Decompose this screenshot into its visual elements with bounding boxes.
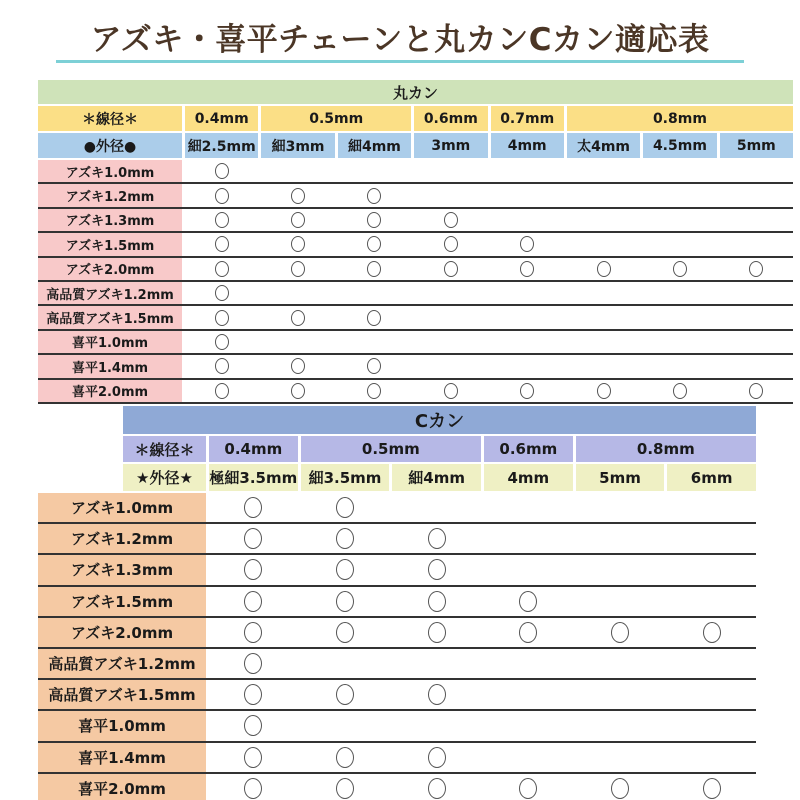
row-label: 高品質アズキ1.2mm bbox=[38, 649, 206, 678]
mark-cell bbox=[576, 711, 665, 740]
marukan-wire-0.4mm: 0.4mm bbox=[185, 106, 258, 131]
compatible-circle-icon bbox=[749, 383, 763, 399]
mark-cell bbox=[720, 331, 793, 353]
mark-cell bbox=[209, 743, 298, 772]
mark-cell bbox=[720, 355, 793, 377]
compatible-circle-icon bbox=[444, 236, 458, 252]
row-label: 喜平2.0mm bbox=[38, 774, 206, 800]
mark-cell bbox=[643, 282, 716, 304]
mark-cell bbox=[667, 587, 756, 616]
mark-cell bbox=[484, 493, 573, 522]
compatible-circle-icon bbox=[336, 497, 354, 518]
mark-cell bbox=[209, 618, 298, 647]
compatible-circle-icon bbox=[428, 622, 446, 643]
mark-cell bbox=[301, 649, 390, 678]
row-label: 喜平1.4mm bbox=[38, 355, 182, 377]
marukan-row-喜平1.4mm bbox=[38, 355, 793, 379]
mark-cell bbox=[209, 680, 298, 709]
compatible-circle-icon bbox=[611, 778, 629, 799]
mark-cell bbox=[576, 774, 665, 800]
mark-cell bbox=[209, 555, 298, 584]
mark-cell bbox=[209, 524, 298, 553]
mark-cell bbox=[261, 355, 334, 377]
mark-cell bbox=[301, 555, 390, 584]
mark-cell bbox=[338, 380, 411, 402]
mark-cell bbox=[720, 282, 793, 304]
mark-cell bbox=[576, 493, 665, 522]
mark-cell bbox=[301, 743, 390, 772]
row-label: アズキ1.5mm bbox=[38, 233, 182, 255]
ckan-title-band: Cカン bbox=[123, 406, 756, 434]
mark-cell bbox=[414, 184, 487, 206]
mark-cell bbox=[720, 258, 793, 280]
marukan-row-アズキ1.0mm bbox=[38, 160, 793, 184]
mark-cell bbox=[185, 233, 258, 255]
compatible-circle-icon bbox=[519, 622, 537, 643]
mark-cell bbox=[491, 282, 564, 304]
ckan-od-極細3.5mm: 極細3.5mm bbox=[209, 464, 298, 491]
ckan-row-アズキ2.0mm bbox=[38, 618, 756, 649]
mark-cell bbox=[301, 711, 390, 740]
marukan-od-label: ●外径● bbox=[38, 133, 182, 158]
mark-cell bbox=[484, 743, 573, 772]
mark-cell bbox=[392, 774, 481, 800]
compatible-circle-icon bbox=[336, 778, 354, 799]
compatible-circle-icon bbox=[244, 497, 262, 518]
ckan-wire-0.8mm: 0.8mm bbox=[576, 436, 756, 462]
row-label: 喜平2.0mm bbox=[38, 380, 182, 402]
compatible-circle-icon bbox=[215, 163, 229, 179]
compatible-circle-icon bbox=[336, 684, 354, 705]
mark-cell bbox=[567, 306, 640, 328]
compatible-circle-icon bbox=[244, 715, 262, 736]
mark-cell bbox=[491, 184, 564, 206]
ckan-row-喜平1.0mm bbox=[38, 711, 756, 742]
mark-cell bbox=[185, 209, 258, 231]
compatible-circle-icon bbox=[215, 236, 229, 252]
mark-cell bbox=[261, 160, 334, 182]
mark-cell bbox=[667, 711, 756, 740]
mark-cell bbox=[720, 160, 793, 182]
mark-cell bbox=[185, 258, 258, 280]
mark-cell bbox=[392, 649, 481, 678]
mark-cell bbox=[484, 524, 573, 553]
compatible-circle-icon bbox=[244, 684, 262, 705]
mark-cell bbox=[484, 774, 573, 800]
mark-cell bbox=[185, 282, 258, 304]
ckan-wire-0.6mm: 0.6mm bbox=[484, 436, 573, 462]
compatible-circle-icon bbox=[215, 188, 229, 204]
mark-cell bbox=[338, 233, 411, 255]
ckan-row-喜平1.4mm bbox=[38, 743, 756, 774]
row-label: 喜平1.0mm bbox=[38, 711, 206, 740]
compatible-circle-icon bbox=[428, 528, 446, 549]
compatible-circle-icon bbox=[444, 212, 458, 228]
row-label: アズキ1.5mm bbox=[38, 587, 206, 616]
marukan-row-アズキ1.3mm bbox=[38, 209, 793, 233]
mark-cell bbox=[414, 258, 487, 280]
compatible-circle-icon bbox=[444, 261, 458, 277]
mark-cell bbox=[491, 331, 564, 353]
row-label: 高品質アズキ1.5mm bbox=[38, 306, 182, 328]
mark-cell bbox=[667, 618, 756, 647]
compatible-circle-icon bbox=[244, 778, 262, 799]
marukan-row-アズキ2.0mm bbox=[38, 258, 793, 282]
mark-cell bbox=[261, 258, 334, 280]
mark-cell bbox=[567, 160, 640, 182]
row-label: 喜平1.0mm bbox=[38, 331, 182, 353]
mark-cell bbox=[338, 258, 411, 280]
compatible-circle-icon bbox=[291, 236, 305, 252]
mark-cell bbox=[567, 209, 640, 231]
marukan-od-細2.5mm: 細2.5mm bbox=[185, 133, 258, 158]
compatible-circle-icon bbox=[215, 358, 229, 374]
compatible-circle-icon bbox=[291, 212, 305, 228]
ckan-row-アズキ1.0mm bbox=[38, 493, 756, 524]
mark-cell bbox=[185, 380, 258, 402]
row-label: 高品質アズキ1.2mm bbox=[38, 282, 182, 304]
marukan-title-band: 丸カン bbox=[38, 80, 793, 104]
compatible-circle-icon bbox=[244, 591, 262, 612]
marukan-table bbox=[38, 80, 793, 404]
mark-cell bbox=[392, 618, 481, 647]
mark-cell bbox=[185, 355, 258, 377]
row-label: アズキ1.2mm bbox=[38, 524, 206, 553]
compatible-circle-icon bbox=[215, 334, 229, 350]
ckan-od-label: ★外径★ bbox=[123, 464, 206, 491]
mark-cell bbox=[567, 331, 640, 353]
compatible-circle-icon bbox=[367, 383, 381, 399]
ckan-wire-0.4mm: 0.4mm bbox=[209, 436, 298, 462]
mark-cell bbox=[567, 355, 640, 377]
mark-cell bbox=[491, 209, 564, 231]
ckan-od-4mm: 4mm bbox=[484, 464, 573, 491]
mark-cell bbox=[185, 306, 258, 328]
row-label: アズキ1.0mm bbox=[38, 493, 206, 522]
compatible-circle-icon bbox=[367, 261, 381, 277]
mark-cell bbox=[491, 355, 564, 377]
mark-cell bbox=[414, 380, 487, 402]
marukan-row-喜平1.0mm bbox=[38, 331, 793, 355]
compatible-circle-icon bbox=[336, 528, 354, 549]
ckan-od-5mm: 5mm bbox=[576, 464, 665, 491]
compatible-circle-icon bbox=[428, 684, 446, 705]
ckan-outer-diameter-row bbox=[123, 464, 756, 491]
mark-cell bbox=[491, 160, 564, 182]
mark-cell bbox=[576, 680, 665, 709]
mark-cell bbox=[643, 233, 716, 255]
mark-cell bbox=[643, 258, 716, 280]
mark-cell bbox=[576, 743, 665, 772]
mark-cell bbox=[392, 524, 481, 553]
compatible-circle-icon bbox=[215, 285, 229, 301]
compatible-circle-icon bbox=[291, 310, 305, 326]
ckan-od-細3.5mm: 細3.5mm bbox=[301, 464, 390, 491]
mark-cell bbox=[301, 680, 390, 709]
mark-cell bbox=[185, 160, 258, 182]
mark-cell bbox=[392, 555, 481, 584]
compatible-circle-icon bbox=[244, 528, 262, 549]
compatible-circle-icon bbox=[520, 261, 534, 277]
compatible-circle-icon bbox=[597, 261, 611, 277]
mark-cell bbox=[338, 331, 411, 353]
marukan-od-太4mm: 太4mm bbox=[567, 133, 640, 158]
ckan-od-細4mm: 細4mm bbox=[392, 464, 481, 491]
compatible-circle-icon bbox=[336, 747, 354, 768]
compatible-circle-icon bbox=[428, 559, 446, 580]
mark-cell bbox=[261, 282, 334, 304]
compatible-circle-icon bbox=[520, 383, 534, 399]
compatible-circle-icon bbox=[244, 622, 262, 643]
mark-cell bbox=[491, 306, 564, 328]
mark-cell bbox=[338, 184, 411, 206]
mark-cell bbox=[643, 355, 716, 377]
mark-cell bbox=[491, 233, 564, 255]
mark-cell bbox=[261, 331, 334, 353]
mark-cell bbox=[643, 160, 716, 182]
page-title: アズキ・喜平チェーンと丸カンCカン適応表 bbox=[90, 22, 710, 58]
mark-cell bbox=[643, 184, 716, 206]
compatible-circle-icon bbox=[291, 383, 305, 399]
mark-cell bbox=[261, 233, 334, 255]
row-label: アズキ1.3mm bbox=[38, 209, 182, 231]
row-label: アズキ2.0mm bbox=[38, 618, 206, 647]
mark-cell bbox=[209, 774, 298, 800]
mark-cell bbox=[720, 184, 793, 206]
mark-cell bbox=[667, 524, 756, 553]
mark-cell bbox=[567, 380, 640, 402]
ckan-row-高品質アズキ1.2mm bbox=[38, 649, 756, 680]
marukan-od-細3mm: 細3mm bbox=[261, 133, 334, 158]
compatible-circle-icon bbox=[336, 559, 354, 580]
mark-cell bbox=[643, 209, 716, 231]
mark-cell bbox=[414, 306, 487, 328]
mark-cell bbox=[338, 306, 411, 328]
compatible-circle-icon bbox=[367, 188, 381, 204]
mark-cell bbox=[209, 649, 298, 678]
mark-cell bbox=[720, 233, 793, 255]
mark-cell bbox=[484, 680, 573, 709]
mark-cell bbox=[567, 233, 640, 255]
compatible-circle-icon bbox=[367, 236, 381, 252]
marukan-od-細4mm: 細4mm bbox=[338, 133, 411, 158]
compatible-circle-icon bbox=[520, 236, 534, 252]
compatible-circle-icon bbox=[519, 778, 537, 799]
compatible-circle-icon bbox=[244, 747, 262, 768]
mark-cell bbox=[392, 711, 481, 740]
mark-cell bbox=[484, 711, 573, 740]
mark-cell bbox=[567, 184, 640, 206]
mark-cell bbox=[643, 380, 716, 402]
mark-cell bbox=[667, 774, 756, 800]
row-label: 高品質アズキ1.5mm bbox=[38, 680, 206, 709]
compatible-circle-icon bbox=[428, 747, 446, 768]
mark-cell bbox=[392, 743, 481, 772]
mark-cell bbox=[301, 774, 390, 800]
compatible-circle-icon bbox=[215, 383, 229, 399]
row-label: アズキ1.0mm bbox=[38, 160, 182, 182]
compatible-circle-icon bbox=[703, 778, 721, 799]
title-underline bbox=[56, 60, 744, 63]
mark-cell bbox=[261, 380, 334, 402]
ckan-row-アズキ1.2mm bbox=[38, 524, 756, 555]
mark-cell bbox=[576, 587, 665, 616]
mark-cell bbox=[392, 680, 481, 709]
mark-cell bbox=[261, 306, 334, 328]
compatible-circle-icon bbox=[336, 622, 354, 643]
ckan-row-高品質アズキ1.5mm bbox=[38, 680, 756, 711]
mark-cell bbox=[301, 587, 390, 616]
marukan-wire-0.5mm: 0.5mm bbox=[261, 106, 411, 131]
mark-cell bbox=[491, 258, 564, 280]
marukan-wire-0.8mm: 0.8mm bbox=[567, 106, 793, 131]
row-label: 喜平1.4mm bbox=[38, 743, 206, 772]
mark-cell bbox=[392, 587, 481, 616]
compatible-circle-icon bbox=[291, 358, 305, 374]
compatible-circle-icon bbox=[291, 261, 305, 277]
compatible-circle-icon bbox=[673, 383, 687, 399]
mark-cell bbox=[414, 355, 487, 377]
marukan-row-アズキ1.5mm bbox=[38, 233, 793, 257]
mark-cell bbox=[301, 618, 390, 647]
mark-cell bbox=[484, 587, 573, 616]
ckan-wire-0.5mm: 0.5mm bbox=[301, 436, 481, 462]
compatible-circle-icon bbox=[215, 310, 229, 326]
ckan-wire-diameter-row bbox=[123, 436, 756, 462]
mark-cell bbox=[667, 493, 756, 522]
ckan-row-喜平2.0mm bbox=[38, 774, 756, 800]
marukan-od-3mm: 3mm bbox=[414, 133, 487, 158]
compatible-circle-icon bbox=[749, 261, 763, 277]
row-label: アズキ1.3mm bbox=[38, 555, 206, 584]
mark-cell bbox=[720, 306, 793, 328]
mark-cell bbox=[209, 493, 298, 522]
marukan-wire-diameter-row bbox=[38, 106, 793, 131]
mark-cell bbox=[667, 743, 756, 772]
mark-cell bbox=[301, 524, 390, 553]
compatible-circle-icon bbox=[597, 383, 611, 399]
compatible-circle-icon bbox=[519, 591, 537, 612]
mark-cell bbox=[261, 184, 334, 206]
mark-cell bbox=[185, 331, 258, 353]
mark-cell bbox=[338, 355, 411, 377]
marukan-wire-label: ＊線径＊ bbox=[38, 106, 182, 131]
mark-cell bbox=[261, 209, 334, 231]
mark-cell bbox=[209, 711, 298, 740]
ckan-od-6mm: 6mm bbox=[667, 464, 756, 491]
mark-cell bbox=[484, 618, 573, 647]
compatible-circle-icon bbox=[336, 591, 354, 612]
compatible-circle-icon bbox=[428, 778, 446, 799]
ckan-wire-label: ＊線径＊ bbox=[123, 436, 206, 462]
marukan-row-高品質アズキ1.2mm bbox=[38, 282, 793, 306]
compatible-circle-icon bbox=[291, 188, 305, 204]
compatible-circle-icon bbox=[428, 591, 446, 612]
compatible-circle-icon bbox=[673, 261, 687, 277]
marukan-wire-0.7mm: 0.7mm bbox=[491, 106, 564, 131]
mark-cell bbox=[484, 555, 573, 584]
mark-cell bbox=[576, 524, 665, 553]
marukan-row-アズキ1.2mm bbox=[38, 184, 793, 208]
mark-cell bbox=[185, 184, 258, 206]
mark-cell bbox=[667, 555, 756, 584]
mark-cell bbox=[414, 331, 487, 353]
compatible-circle-icon bbox=[367, 358, 381, 374]
mark-cell bbox=[667, 649, 756, 678]
marukan-wire-0.6mm: 0.6mm bbox=[414, 106, 487, 131]
compatible-circle-icon bbox=[244, 653, 262, 674]
mark-cell bbox=[338, 209, 411, 231]
mark-cell bbox=[576, 555, 665, 584]
mark-cell bbox=[301, 493, 390, 522]
mark-cell bbox=[338, 282, 411, 304]
mark-cell bbox=[414, 282, 487, 304]
row-label: アズキ2.0mm bbox=[38, 258, 182, 280]
mark-cell bbox=[643, 306, 716, 328]
mark-cell bbox=[720, 380, 793, 402]
marukan-row-喜平2.0mm bbox=[38, 380, 793, 404]
mark-cell bbox=[414, 160, 487, 182]
mark-cell bbox=[576, 649, 665, 678]
compatible-circle-icon bbox=[215, 261, 229, 277]
ckan-row-アズキ1.5mm bbox=[38, 587, 756, 618]
mark-cell bbox=[414, 209, 487, 231]
marukan-od-4.5mm: 4.5mm bbox=[643, 133, 716, 158]
ckan-row-アズキ1.3mm bbox=[38, 555, 756, 586]
compatible-circle-icon bbox=[703, 622, 721, 643]
compatible-circle-icon bbox=[244, 559, 262, 580]
ckan-table bbox=[38, 406, 756, 800]
mark-cell bbox=[414, 233, 487, 255]
mark-cell bbox=[491, 380, 564, 402]
mark-cell bbox=[667, 680, 756, 709]
marukan-od-4mm: 4mm bbox=[491, 133, 564, 158]
mark-cell bbox=[392, 493, 481, 522]
mark-cell bbox=[209, 587, 298, 616]
compatible-circle-icon bbox=[215, 212, 229, 228]
mark-cell bbox=[567, 258, 640, 280]
mark-cell bbox=[720, 209, 793, 231]
compatible-circle-icon bbox=[444, 383, 458, 399]
marukan-row-高品質アズキ1.5mm bbox=[38, 306, 793, 330]
mark-cell bbox=[338, 160, 411, 182]
mark-cell bbox=[576, 618, 665, 647]
row-label: アズキ1.2mm bbox=[38, 184, 182, 206]
mark-cell bbox=[567, 282, 640, 304]
marukan-od-5mm: 5mm bbox=[720, 133, 793, 158]
compatible-circle-icon bbox=[611, 622, 629, 643]
compatible-circle-icon bbox=[367, 212, 381, 228]
mark-cell bbox=[484, 649, 573, 678]
marukan-outer-diameter-row bbox=[38, 133, 793, 158]
mark-cell bbox=[643, 331, 716, 353]
compatible-circle-icon bbox=[367, 310, 381, 326]
